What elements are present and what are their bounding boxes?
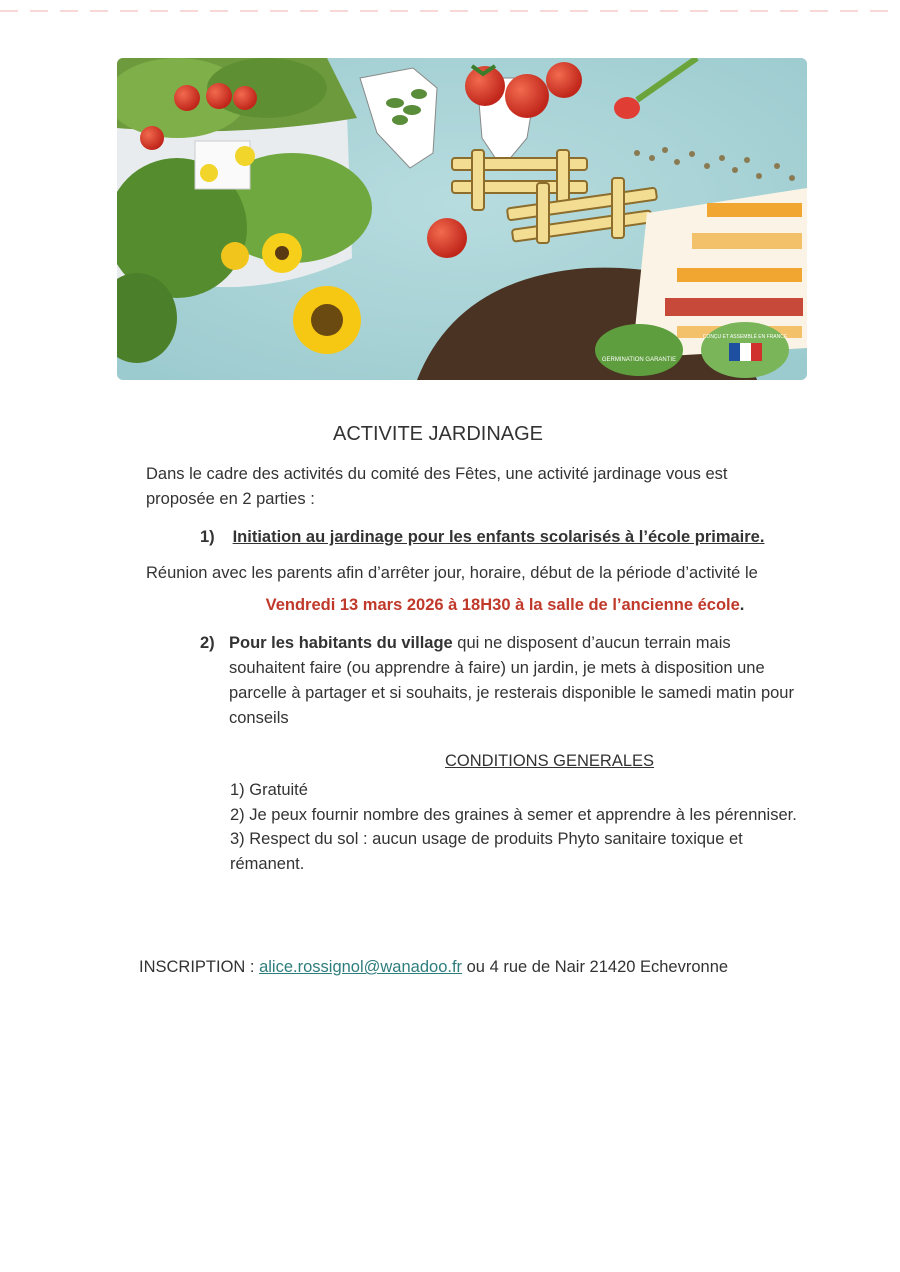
made-in-france-badge: [701, 322, 789, 378]
part-1-item: [200, 525, 820, 550]
svg-text:GERMINATION GARANTIE: GERMINATION GARANTIE: [601, 357, 677, 363]
part-2-lead: Pour les habitants du village: [229, 634, 453, 652]
germination-badge: [595, 324, 683, 376]
page-title: ACTIVITE JARDINAGE: [332, 423, 544, 445]
inscription-address: ou 4 rue de Nair 21420 Echevronne: [462, 958, 729, 976]
part-2-number: 2): [200, 634, 215, 652]
conditions-list: [230, 778, 810, 876]
part-2-item: [200, 631, 810, 731]
condition-item: 2) Je peux fournir nombre des graines à semer et apprendre à les pérenniser.: [230, 805, 797, 824]
scan-edge: [0, 10, 900, 12]
part-2-text: qui ne disposent d’aucun terrain mais souhaitent faire (ou apprendre à faire) un jardin, je mets à disposition une parcelle à partager et si souhaits, je resterais disponible le samedi matin pour conseils: [229, 634, 794, 727]
meeting-date-text: Vendredi 13 mars 2026 à 18H30 à la salle de l’ancienne école: [265, 596, 740, 614]
sunflower-icon: [293, 286, 361, 354]
intro-paragraph: Dans le cadre des activités du comité des Fêtes, une activité jardinage vous est proposée en 2 parties :: [146, 465, 728, 508]
tomato-icon: [427, 218, 467, 258]
meeting-date-period: .: [739, 596, 745, 614]
inscription-line: [139, 955, 819, 980]
part-1-number: 1): [200, 528, 215, 546]
garden-banner-image: [117, 58, 807, 380]
condition-item: 3) Respect du sol : aucun usage de produits Phyto sanitaire toxique et rémanent.: [230, 830, 743, 873]
condition-item: 1) Gratuité: [230, 781, 308, 799]
meeting-date: [0, 596, 900, 615]
inscription-label: INSCRIPTION :: [139, 958, 260, 976]
part-1-text: Initiation au jardinage pour les enfants scolarisés à l’école primaire.: [232, 528, 765, 546]
cherry-tomato-icon: [174, 85, 200, 111]
conditions-title: CONDITIONS GENERALES: [445, 752, 655, 770]
email-link[interactable]: alice.rossignol@wanadoo.fr: [259, 958, 463, 976]
svg-text:CONÇU ET ASSEMBLÉ EN FRANCE: CONÇU ET ASSEMBLÉ EN FRANCE: [702, 334, 788, 340]
reunion-paragraph: Réunion avec les parents afin d’arrêter jour, horaire, début de la période d’activité le: [146, 564, 758, 582]
